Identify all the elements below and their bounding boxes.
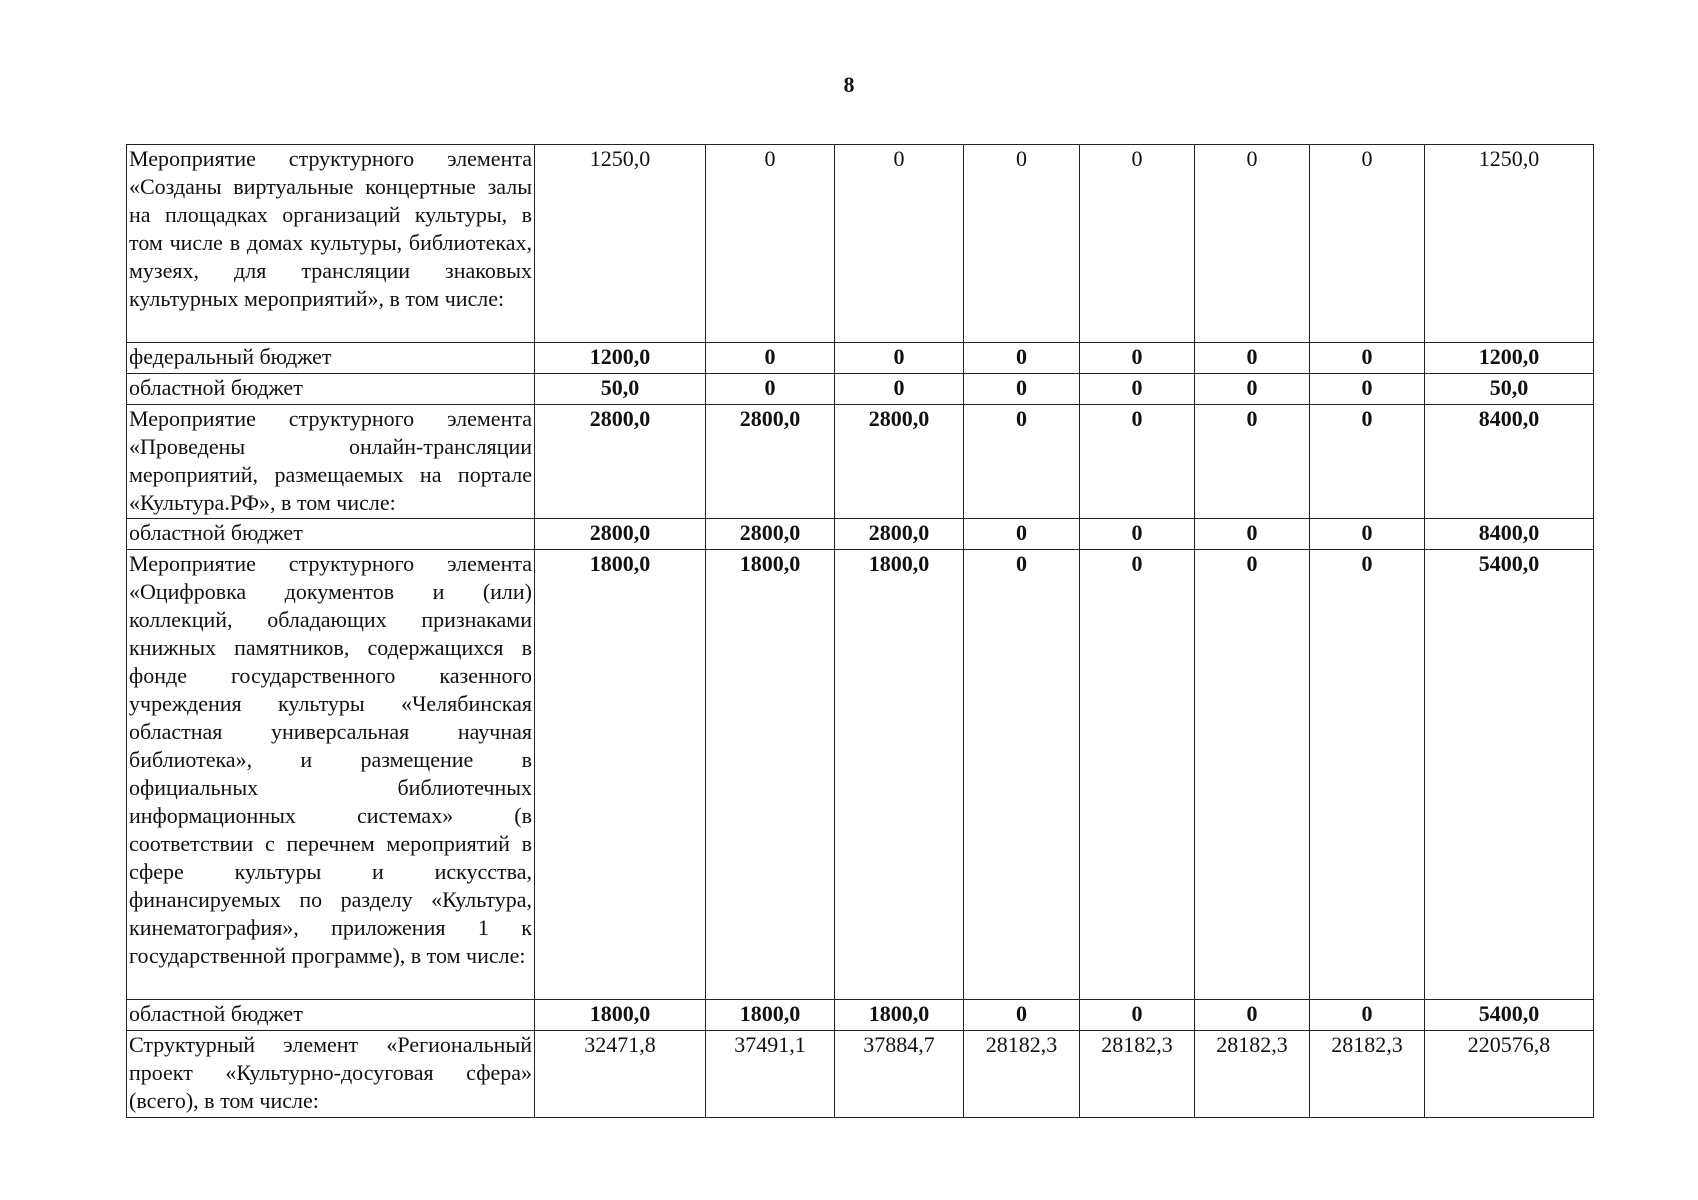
value-cell: 0 [1310,1000,1425,1031]
value-cell: 32471,8 [535,1031,706,1118]
value-cell: 1800,0 [535,550,706,1000]
value-cell: 1800,0 [835,1000,964,1031]
value-cell: 220576,8 [1425,1031,1594,1118]
value-cell: 0 [1195,550,1310,1000]
table-body [127,145,1594,1118]
value-cell: 0 [1310,374,1425,405]
value-cell: 8400,0 [1425,519,1594,550]
row-label: Мероприятие структурного элемента «Оцифровка документов и (или) коллекций, обладающих признаками книжных памятников, содержащихся в фонде государственного казенного учреждения культуры «Челябинская областная универсальная научная библиотека», и размещение в официальных библиотечных информационных системах» (в соответствии с перечнем мероприятий в сфере культуры и искусства, финансируемых по разделу «Культура, кинематография», приложения 1 к государственной программе), в том числе: [127,550,535,1000]
table-row [127,145,1594,343]
value-cell: 1800,0 [835,550,964,1000]
table-row [127,1031,1594,1118]
value-cell: 0 [1195,405,1310,519]
value-cell: 0 [835,374,964,405]
page-number: 8 [843,72,855,97]
value-cell: 50,0 [1425,374,1594,405]
value-cell: 0 [1310,550,1425,1000]
value-cell: 1800,0 [706,550,835,1000]
table-row [127,1000,1594,1031]
value-cell: 28182,3 [1310,1031,1425,1118]
row-label: Структурный элемент «Региональный проект «Культурно-досуговая сфера» (всего), в том числе: [127,1031,535,1118]
value-cell: 0 [706,374,835,405]
value-cell: 0 [964,1000,1080,1031]
table-row [127,550,1594,1000]
value-cell: 0 [964,343,1080,374]
table-row [127,374,1594,405]
value-cell: 28182,3 [1080,1031,1195,1118]
value-cell: 37884,7 [835,1031,964,1118]
value-cell: 0 [1195,1000,1310,1031]
value-cell: 0 [835,343,964,374]
value-cell: 2800,0 [706,405,835,519]
value-cell: 37491,1 [706,1031,835,1118]
value-cell: 1800,0 [535,1000,706,1031]
table-row [127,343,1594,374]
value-cell: 1250,0 [535,145,706,343]
value-cell: 0 [835,145,964,343]
value-cell: 2800,0 [706,519,835,550]
value-cell: 0 [1310,145,1425,343]
row-label: областной бюджет [127,519,535,550]
value-cell: 0 [1310,519,1425,550]
table-row [127,519,1594,550]
value-cell: 2800,0 [535,519,706,550]
value-cell: 1200,0 [535,343,706,374]
value-cell: 8400,0 [1425,405,1594,519]
value-cell: 0 [1310,343,1425,374]
value-cell: 0 [706,343,835,374]
value-cell: 50,0 [535,374,706,405]
value-cell: 0 [1195,374,1310,405]
value-cell: 0 [1080,519,1195,550]
value-cell: 0 [1080,343,1195,374]
value-cell: 1800,0 [706,1000,835,1031]
value-cell: 0 [1080,405,1195,519]
value-cell: 0 [964,374,1080,405]
value-cell: 0 [1195,519,1310,550]
value-cell: 0 [1195,145,1310,343]
value-cell: 1200,0 [1425,343,1594,374]
value-cell: 0 [706,145,835,343]
value-cell: 5400,0 [1425,1000,1594,1031]
value-cell: 0 [964,519,1080,550]
value-cell: 0 [1310,405,1425,519]
value-cell: 0 [1195,343,1310,374]
budget-table [126,144,1594,1118]
value-cell: 1250,0 [1425,145,1594,343]
value-cell: 0 [1080,374,1195,405]
value-cell: 0 [1080,145,1195,343]
value-cell: 0 [964,145,1080,343]
row-label: федеральный бюджет [127,343,535,374]
value-cell: 2800,0 [835,405,964,519]
value-cell: 0 [1080,1000,1195,1031]
row-label: областной бюджет [127,1000,535,1031]
row-label: областной бюджет [127,374,535,405]
value-cell: 5400,0 [1425,550,1594,1000]
value-cell: 2800,0 [835,519,964,550]
value-cell: 0 [964,550,1080,1000]
value-cell: 28182,3 [964,1031,1080,1118]
table-row [127,405,1594,519]
row-label: Мероприятие структурного элемента «Проведены онлайн-трансляции мероприятий, размещаемых на портале «Культура.РФ», в том числе: [127,405,535,519]
row-label: Мероприятие структурного элемента «Созданы виртуальные концертные залы на площадках организаций культуры, в том числе в домах культуры, библиотеках, музеях, для трансляции знаковых культурных мероприятий», в том числе: [127,145,535,343]
value-cell: 0 [964,405,1080,519]
value-cell: 28182,3 [1195,1031,1310,1118]
value-cell: 0 [1080,550,1195,1000]
value-cell: 2800,0 [535,405,706,519]
